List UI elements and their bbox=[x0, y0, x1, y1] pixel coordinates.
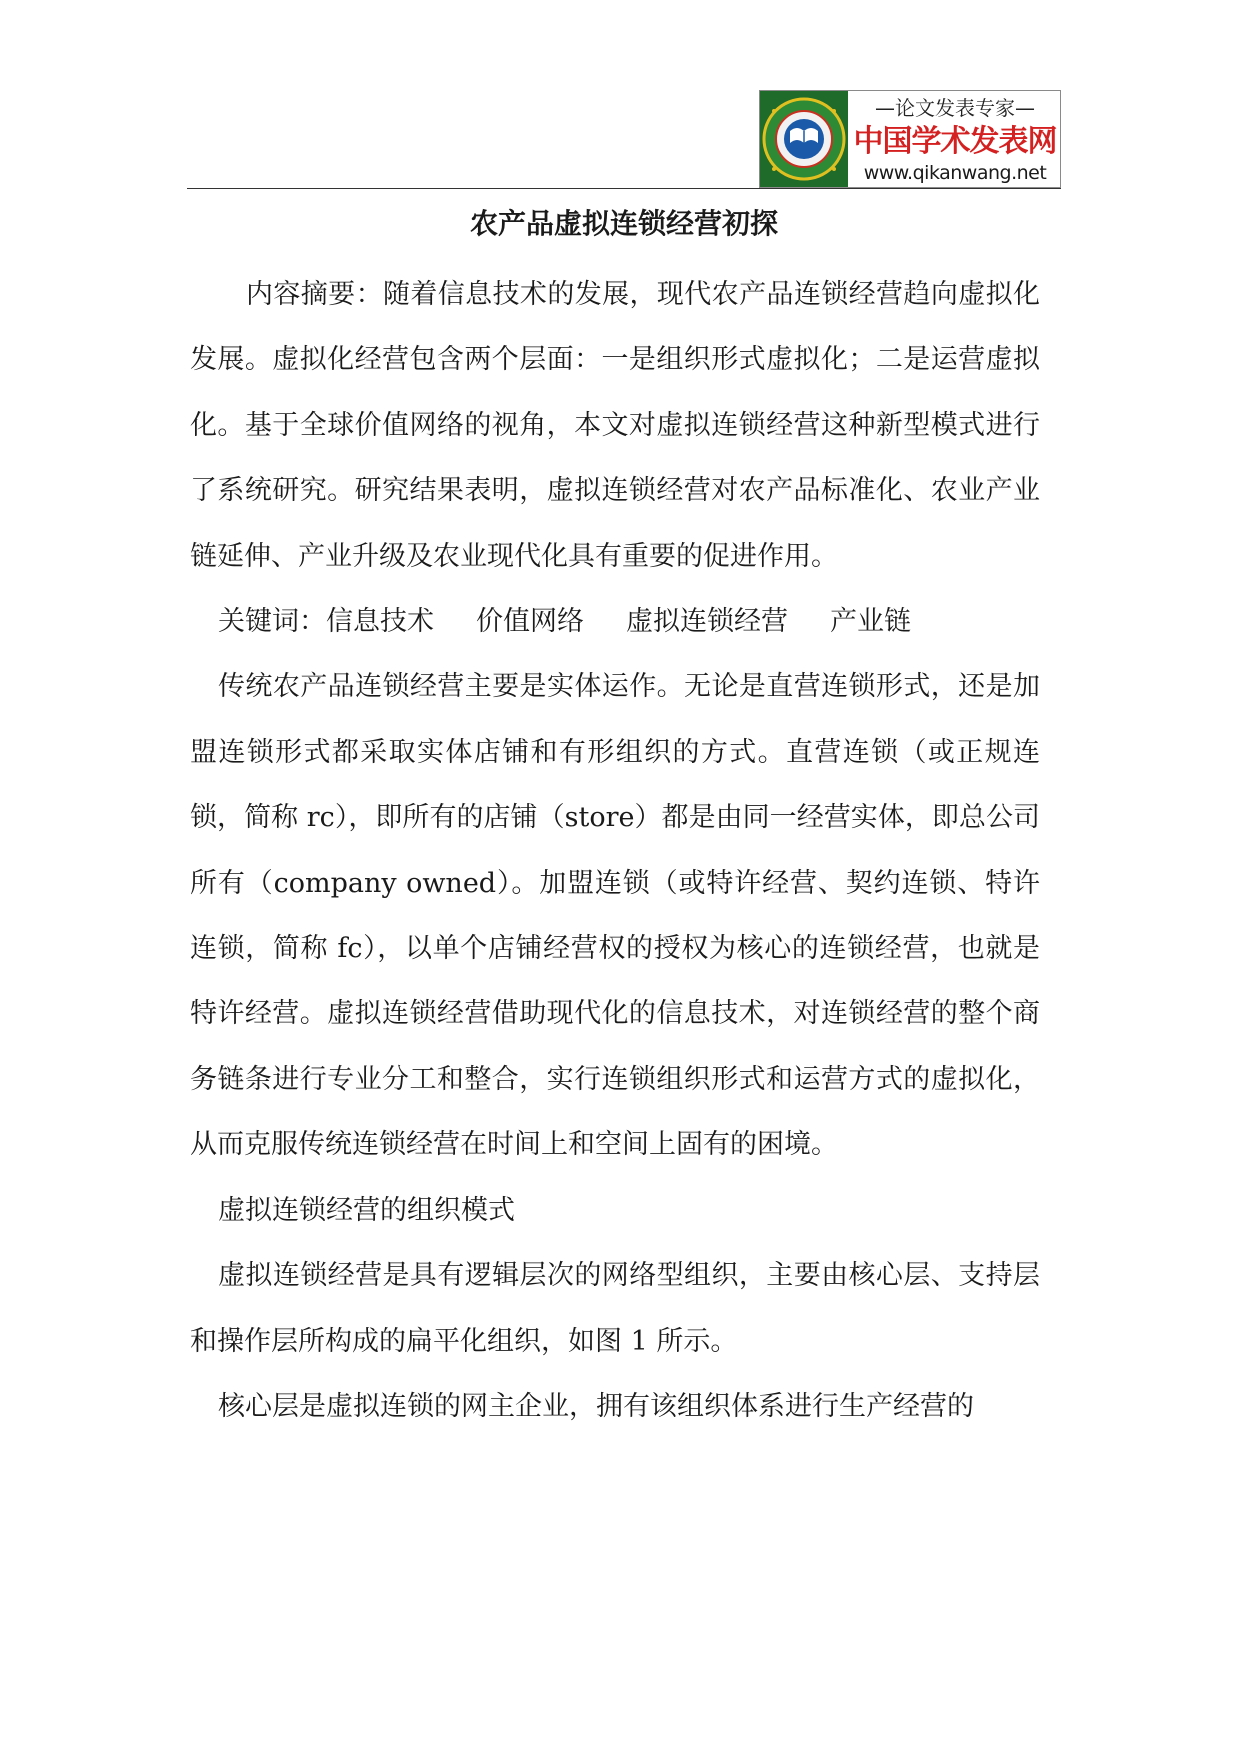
keywords-label: 关键词： bbox=[218, 606, 326, 638]
keyword-item: 信息技术 bbox=[326, 606, 434, 638]
keyword-item: 虚拟连锁经营 bbox=[626, 606, 788, 638]
body-paragraph: 虚拟连锁经营是具有逻辑层次的网络型组织，主要由核心层、支持层和操作层所构成的扁平化组织，如图 1 所示。 bbox=[190, 1260, 1040, 1357]
keywords-line bbox=[190, 589, 1040, 654]
logo-emblem-icon bbox=[760, 91, 848, 187]
site-logo bbox=[759, 90, 1061, 188]
header-divider bbox=[187, 188, 1061, 189]
keyword-item: 产业链 bbox=[830, 606, 911, 638]
section-heading: 虚拟连锁经营的组织模式 bbox=[218, 1194, 515, 1226]
logo-slogan: —论文发表专家— bbox=[875, 96, 1035, 120]
abstract-paragraph: 内容摘要：随着信息技术的发展，现代农产品连锁经营趋向虚拟化发展。虚拟化经营包含两个层面：一是组织形式虚拟化；二是运营虚拟化。基于全球价值网络的视角，本文对虚拟连锁经营这种新型模式进行了系统研究。研究结果表明，虚拟连锁经营对农产品标准化、农业产业链延伸、产业升级及农业现代化具有重要的促进作用。 bbox=[190, 279, 1040, 572]
document-title: 农产品虚拟连锁经营初探 bbox=[469, 207, 778, 240]
document-body bbox=[190, 262, 1040, 1439]
keyword-item: 价值网络 bbox=[476, 606, 584, 638]
body-paragraph: 核心层是虚拟连锁的网主企业，拥有该组织体系进行生产经营的 bbox=[218, 1390, 974, 1422]
logo-name: 中国学术发表网 bbox=[853, 124, 1057, 159]
logo-url: www.qikanwang.net bbox=[863, 162, 1047, 184]
body-paragraph: 传统农产品连锁经营主要是实体运作。无论是直营连锁形式，还是加盟连锁形式都采取实体店铺和有形组织的方式。直营连锁（或正规连锁，简称 rc），即所有的店铺（store）都是由同一经营实体，即总公司所有（company owned）。加盟连锁（或特许经营、契约连锁、特许连锁，简称 fc），以单个店铺经营权的授权为核心的连锁经营，也就是特许经营。虚拟连锁经营借助现代化的信息技术，对连锁经营的整个商务链条进行专业分工和整合，实行连锁组织形式和运营方式的虚拟化，从而克服传统连锁经营在时间上和空间上固有的困境。 bbox=[190, 671, 1040, 1161]
